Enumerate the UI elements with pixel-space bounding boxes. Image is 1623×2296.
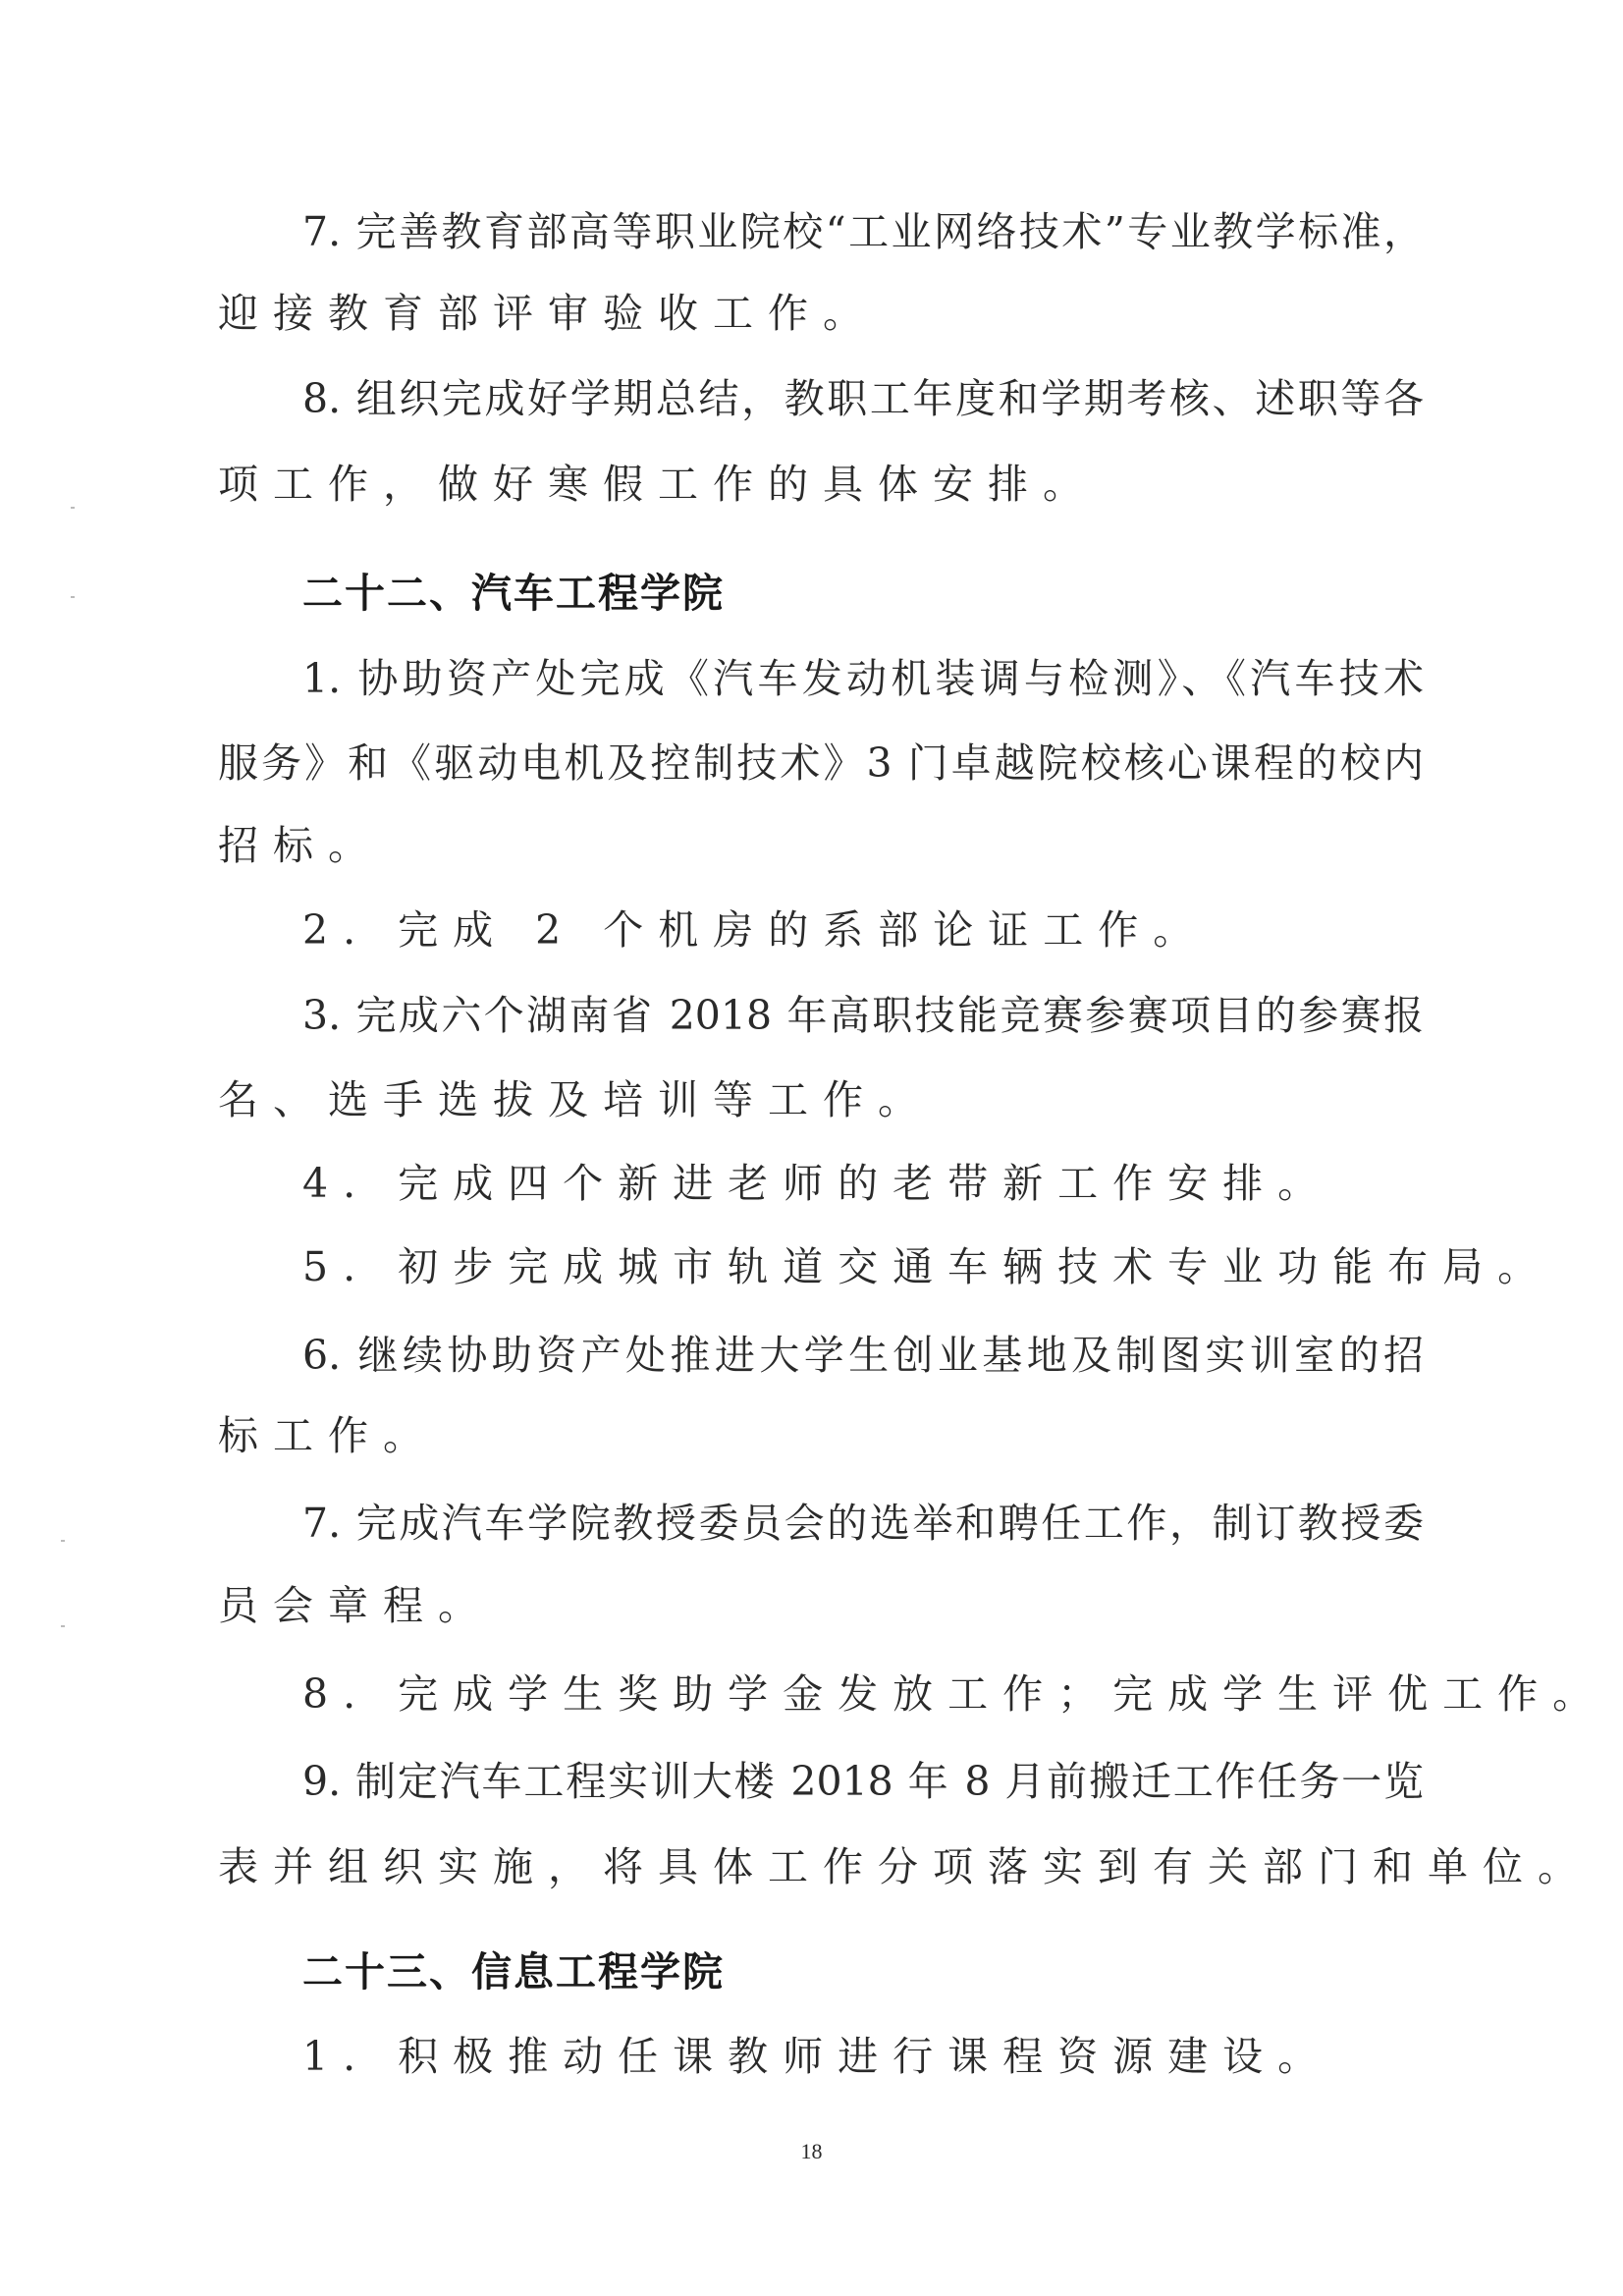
paragraph-line: 服务》和《驱动电机及控制技术》3 门卓越院校核心课程的校内 (218, 739, 1424, 787)
section-heading: 二十三、信息工程学院 (302, 1948, 725, 1995)
paragraph-line: 招标。 (218, 822, 383, 869)
paragraph-line: 表并组织实施，将具体工作分项落实到有关部门和单位。 (218, 1843, 1593, 1890)
scan-speck (71, 507, 75, 509)
paragraph-line: 项工作，做好寒假工作的具体安排。 (218, 461, 1098, 508)
paragraph-line: 8. 组织完成好学期总结，教职工年度和学期考核、述职等各 (302, 375, 1424, 422)
paragraph-line: 5. 初步完成城市轨道交通车辆技术专业功能布局。 (302, 1243, 1553, 1290)
paragraph-line: 2. 完成 2 个机房的系部论证工作。 (302, 906, 1209, 954)
scan-speck (61, 1625, 65, 1627)
paragraph-line: 7. 完成汽车学院教授委员会的选举和聘任工作，制订教授委 (302, 1500, 1424, 1547)
page-number: 18 (800, 2139, 823, 2163)
paragraph-line: 迎接教育部评审验收工作。 (218, 290, 878, 337)
paragraph-line: 标工作。 (218, 1412, 438, 1459)
paragraph-line: 8. 完成学生奖助学金发放工作；完成学生评优工作。 (302, 1670, 1608, 1718)
paragraph-line: 3. 完成六个湖南省 2018 年高职技能竞赛参赛项目的参赛报 (302, 992, 1424, 1039)
paragraph-line: 1. 协助资产处完成《汽车发动机装调与检测》、《汽车技术 (302, 655, 1424, 702)
paragraph-line: 4. 完成四个新进老师的老带新工作安排。 (302, 1160, 1333, 1207)
paragraph-line: 7. 完善教育部高等职业院校“工业网络技术”专业教学标准， (302, 208, 1424, 255)
paragraph-line: 员会章程。 (218, 1582, 493, 1629)
scan-speck (71, 596, 75, 598)
paragraph-line: 1. 积极推动任课教师进行课程资源建设。 (302, 2033, 1333, 2080)
paragraph-line: 9. 制定汽车工程实训大楼 2018 年 8 月前搬迁工作任务一览 (302, 1758, 1424, 1805)
paragraph-line: 6. 继续协助资产处推进大学生创业基地及制图实训室的招 (302, 1332, 1424, 1379)
section-heading: 二十二、汽车工程学院 (302, 570, 725, 617)
paragraph-line: 名、选手选拔及培训等工作。 (218, 1076, 933, 1123)
scan-speck (61, 1540, 65, 1542)
